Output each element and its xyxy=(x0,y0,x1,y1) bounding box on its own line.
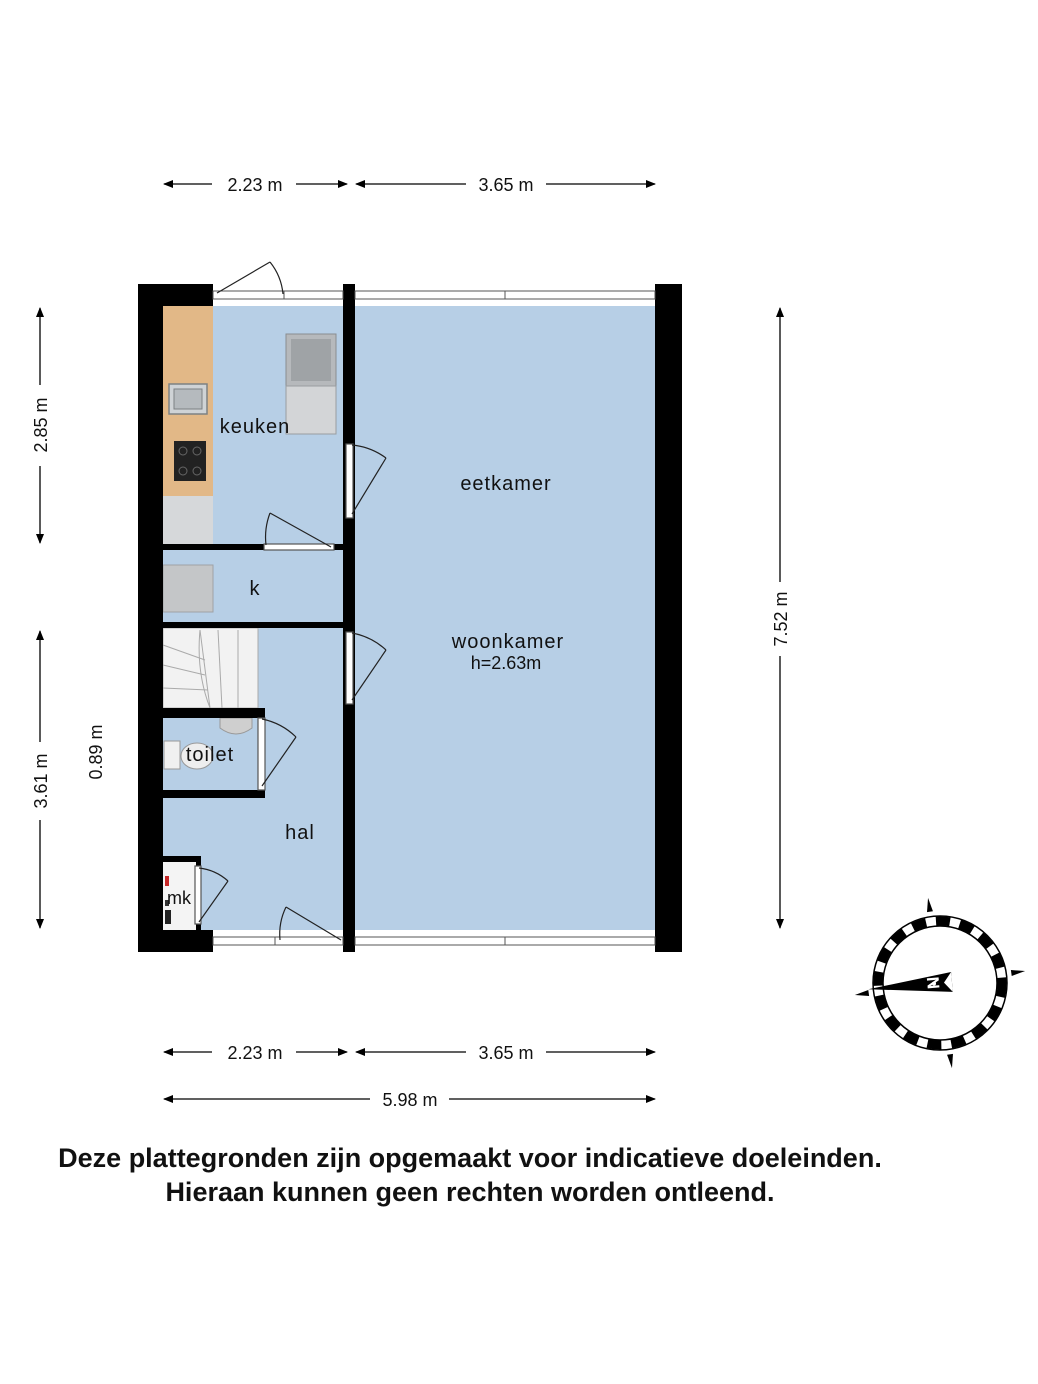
dim-bottom-left: 2.23 m xyxy=(227,1043,283,1063)
counter-end xyxy=(163,496,213,544)
door-kitchen-exterior xyxy=(217,262,283,294)
toilet-tank-icon xyxy=(220,718,252,734)
dim-left-upper: 2.85 m xyxy=(31,397,51,453)
floor-living xyxy=(355,306,655,930)
floor-areas xyxy=(163,306,655,930)
stove-icon xyxy=(174,441,206,481)
label-k: k xyxy=(249,578,261,600)
wall-toilet-bottom xyxy=(163,790,265,798)
wall-bottom-left xyxy=(138,930,213,952)
dim-bottom-total: 5.98 m xyxy=(382,1090,438,1110)
window-top-kitchen xyxy=(213,291,343,299)
dim-right-total: 7.52 m xyxy=(771,591,791,647)
storage-box-icon xyxy=(163,565,213,612)
window-bottom-hall xyxy=(213,937,343,945)
wall-right xyxy=(655,284,682,952)
wall-left xyxy=(138,284,163,952)
compass-north-label: N xyxy=(923,975,944,990)
dim-top-left: 2.23 m xyxy=(227,175,283,195)
wall-mk-top xyxy=(163,856,201,862)
wall-top-left xyxy=(138,284,213,306)
disclaimer-line-2: Hieraan kunnen geen rechten worden ontleend. xyxy=(165,1177,775,1207)
wall-k-bottom xyxy=(163,622,346,628)
dim-bottom-right: 3.65 m xyxy=(478,1043,534,1063)
compass-icon xyxy=(854,897,1025,1068)
label-toilet: toilet xyxy=(185,744,235,766)
washbasin-icon xyxy=(164,741,180,769)
label-keuken: keuken xyxy=(219,416,291,438)
dim-top-right: 3.65 m xyxy=(478,175,534,195)
label-woonkamer: woonkamer xyxy=(451,631,565,653)
dim-left-lower: 3.61 m xyxy=(31,753,51,809)
disclaimer-line-1: Deze plattegronden zijn opgemaakt voor indicatieve doeleinden. xyxy=(58,1143,882,1173)
label-eetkamer: eetkamer xyxy=(460,473,552,495)
wall-middle xyxy=(343,284,355,952)
dim-toilet-width: 0.89 m xyxy=(86,724,106,780)
label-hal: hal xyxy=(285,822,315,844)
label-mk: mk xyxy=(167,888,191,908)
cabinet-icon xyxy=(286,386,336,434)
label-ceiling-height: h=2.63m xyxy=(470,653,542,673)
staircase xyxy=(163,628,258,708)
wall-toilet-top xyxy=(163,708,265,718)
